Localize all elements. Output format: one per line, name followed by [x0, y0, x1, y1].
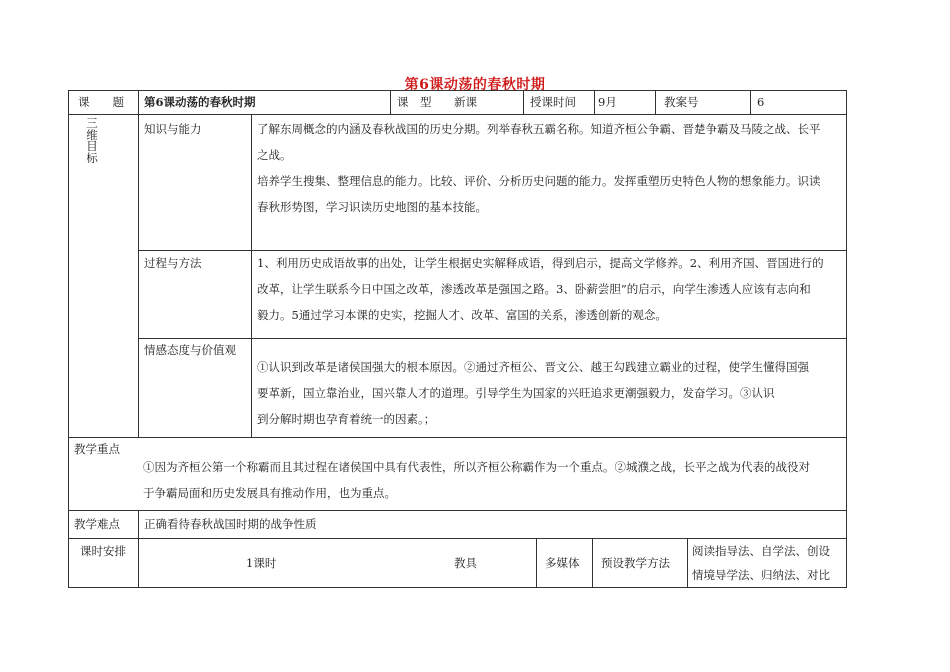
col-divider — [536, 538, 537, 587]
col-divider — [251, 114, 252, 437]
difficulty-label: 教学难点 — [74, 517, 120, 531]
table-border-right — [846, 90, 847, 587]
col-divider — [138, 90, 139, 437]
key-points-line: ①因为齐桓公第一个称霸而且其过程在诸侯国中具有代表性，所以齐桓公称霸作为一个重点。②城濮之战，长平之战为代表的战役对 — [143, 460, 810, 474]
attitude-line: 要革新，国立靠治业，国兴靠人才的道理。引导学生为国家的兴旺追求更潮强毅力，发奋学习。③认识 — [257, 386, 775, 400]
table-border-left — [68, 90, 69, 587]
lesson-type-value: 新课 — [454, 95, 477, 109]
goals-label-char: 三 — [86, 116, 98, 130]
key-points-line: 于争霸局面和历史发展具有推动作用，也为重点。 — [143, 486, 396, 500]
col-divider — [523, 90, 524, 114]
attitude-line: ①认识到改革是诸侯国强大的根本原因。②通过齐桓公、晋文公、越王勾践建立霸业的过程，使学生懂得国强 — [257, 360, 809, 374]
process-label: 过程与方法 — [144, 256, 202, 270]
row-divider — [68, 510, 847, 511]
difficulty-value: 正确看待春秋战国时期的战争性质 — [144, 517, 317, 531]
attitude-content — [257, 354, 843, 432]
teaching-methods-label: 预设教学方法 — [601, 556, 670, 570]
process-content — [257, 250, 843, 328]
process-line: 毅力。5通过学习本课的史实，挖掘人才、改革、富国的关系，渗透创新的观念。 — [257, 308, 667, 322]
page-title: 第6课动荡的春秋时期 — [404, 77, 546, 93]
goals-label-char: 维 — [86, 127, 98, 142]
row-divider — [68, 114, 847, 115]
row-divider — [138, 338, 847, 339]
lesson-type-label: 课 型 — [397, 95, 432, 109]
plan-number-label: 教案号 — [664, 95, 699, 109]
row-divider — [68, 437, 847, 438]
table-border-bottom — [68, 587, 847, 588]
col-divider — [390, 90, 391, 114]
knowledge-line: 了解东周概念的内涵及春秋战国的历史分期。列举春秋五霸名称。知道齐桓公争霸、晋楚争霸及马陵之战、长平 — [257, 122, 821, 136]
knowledge-line: 春秋形势图，学习识读历史地图的基本技能。 — [257, 200, 487, 214]
goals-label-char: 目 — [86, 139, 98, 153]
knowledge-content — [257, 116, 843, 220]
table-border-top — [68, 90, 847, 91]
key-points-label: 教学重点 — [74, 442, 120, 456]
goals-label — [85, 118, 99, 164]
goals-label-char: 标 — [86, 150, 98, 165]
col-divider — [592, 538, 593, 587]
attitude-line: 到分解时期也孕育着统一的因素。； — [257, 412, 436, 426]
teaching-methods-line: 情境导学法、归纳法、对比 — [692, 568, 830, 582]
col-divider — [594, 90, 595, 114]
knowledge-line: 培养学生搜集、整理信息的能力。比较、评价、分析历史问题的能力。发挥重塑历史特色人物的想象能力。识读 — [257, 174, 821, 188]
teaching-tools-value: 多媒体 — [545, 556, 580, 570]
class-hours-value: 1课时 — [246, 556, 277, 570]
schedule-label: 课时安排 — [80, 544, 126, 558]
teaching-methods-line: 阅读指导法、自学法、创设 — [692, 544, 830, 558]
teaching-time-label: 授课时间 — [530, 95, 576, 109]
topic-label: 课 题 — [78, 95, 124, 109]
plan-number-value: 6 — [757, 95, 765, 109]
teaching-methods-value — [692, 539, 844, 587]
col-divider — [655, 90, 656, 114]
knowledge-label: 知识与能力 — [144, 122, 202, 136]
process-line: 1、利用历史成语故事的出处，让学生根据史实解释成语，得到启示，提高文学修养。2、利用齐国、晋国进行的 — [257, 256, 824, 270]
attitude-label: 情感态度与价值观 — [144, 343, 236, 357]
teaching-time-value: 9月 — [598, 95, 617, 109]
col-divider — [687, 538, 688, 587]
process-line: 改革，让学生联系今日中国之改革，渗透改革是强国之路。3、卧薪尝胆”的启示，向学生渗透人应该有志向和 — [257, 282, 811, 296]
topic-value: 第6课动荡的春秋时期 — [144, 95, 256, 109]
knowledge-line: 之战。 — [257, 148, 292, 162]
col-divider — [750, 90, 751, 114]
teaching-tools-label: 教具 — [454, 556, 477, 570]
col-divider — [138, 510, 139, 587]
key-points-content — [143, 454, 843, 506]
